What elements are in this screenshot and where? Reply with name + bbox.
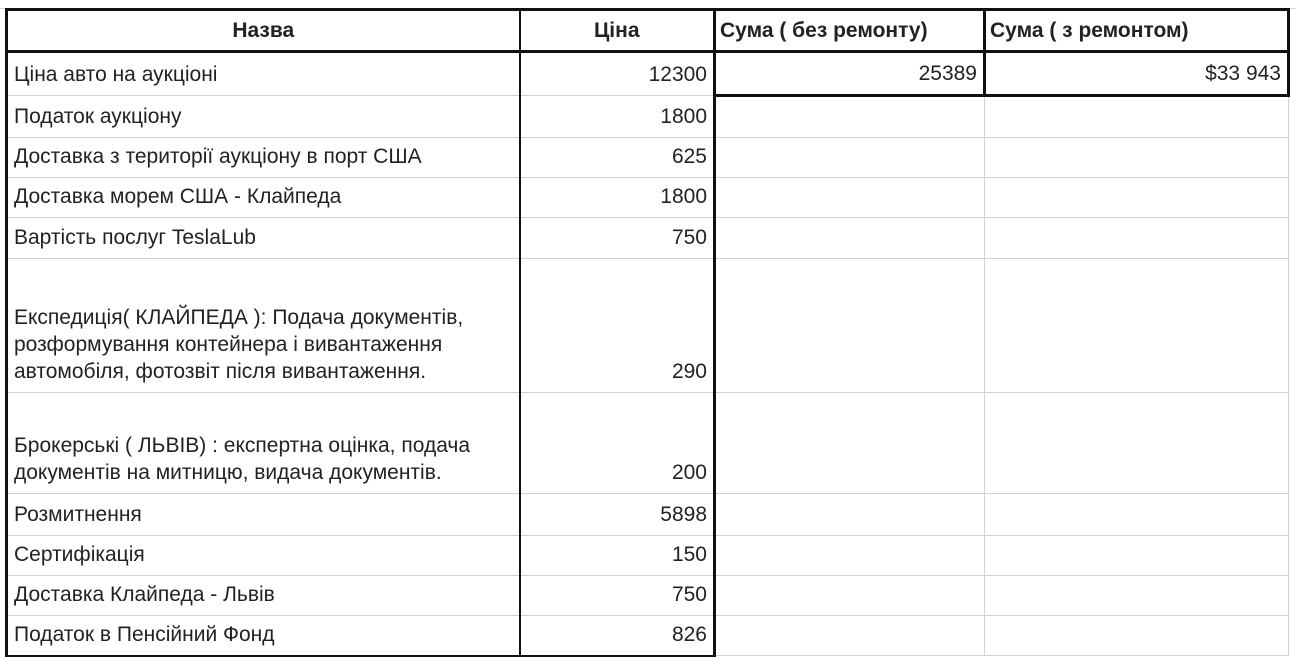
header-price[interactable]: Ціна — [520, 10, 715, 52]
empty-cell[interactable] — [715, 393, 985, 494]
empty-cell[interactable] — [985, 494, 1289, 536]
row-price[interactable]: 150 — [520, 536, 715, 576]
row-name[interactable]: Вартість послуг TeslaLub — [7, 218, 520, 259]
row-name[interactable]: Податок аукціону — [7, 96, 520, 138]
row-price[interactable]: 1800 — [520, 96, 715, 138]
empty-cell[interactable] — [715, 138, 985, 178]
empty-cell[interactable] — [715, 218, 985, 259]
row-price[interactable]: 750 — [520, 218, 715, 259]
cost-table — [5, 8, 1290, 657]
empty-cell[interactable] — [985, 536, 1289, 576]
total-with-repair[interactable]: $33 943 — [985, 52, 1289, 96]
header-name[interactable]: Назва — [7, 10, 520, 52]
empty-cell[interactable] — [715, 536, 985, 576]
empty-cell[interactable] — [715, 576, 985, 616]
row-name[interactable]: Розмитнення — [7, 494, 520, 536]
row-name[interactable]: Податок в Пенсійний Фонд — [7, 616, 520, 656]
row-name[interactable]: Брокерські ( ЛЬВІВ) : експертна оцінка, подача документів на митницю, видача документів. — [7, 393, 520, 494]
row-price[interactable]: 12300 — [520, 52, 715, 96]
empty-cell[interactable] — [985, 576, 1289, 616]
empty-cell[interactable] — [715, 494, 985, 536]
empty-cell[interactable] — [985, 616, 1289, 656]
header-sum-no-repair[interactable]: Сума ( без ремонту) — [715, 10, 985, 52]
row-name[interactable]: Доставка з території аукціону в порт США — [7, 138, 520, 178]
empty-cell[interactable] — [715, 616, 985, 656]
empty-cell[interactable] — [985, 393, 1289, 494]
row-name[interactable]: Доставка Клайпеда - Львів — [7, 576, 520, 616]
total-no-repair[interactable]: 25389 — [715, 52, 985, 96]
empty-cell[interactable] — [715, 259, 985, 393]
row-name[interactable]: Доставка морем США - Клайпеда — [7, 178, 520, 218]
row-price[interactable]: 1800 — [520, 178, 715, 218]
empty-cell[interactable] — [985, 96, 1289, 138]
row-price[interactable]: 750 — [520, 576, 715, 616]
row-price[interactable]: 826 — [520, 616, 715, 656]
empty-cell[interactable] — [715, 178, 985, 218]
empty-cell[interactable] — [715, 96, 985, 138]
empty-cell[interactable] — [985, 259, 1289, 393]
header-sum-with-repair[interactable]: Сума ( з ремонтом) — [985, 10, 1289, 52]
row-price[interactable]: 625 — [520, 138, 715, 178]
empty-cell[interactable] — [985, 138, 1289, 178]
row-price[interactable]: 290 — [520, 259, 715, 393]
row-name[interactable]: Експедиція( КЛАЙПЕДА ): Подача документів, розформування контейнера і вивантаження автомобіля, фотозвіт після вивантаження. — [7, 259, 520, 393]
empty-cell[interactable] — [985, 178, 1289, 218]
row-price[interactable]: 5898 — [520, 494, 715, 536]
row-price[interactable]: 200 — [520, 393, 715, 494]
row-name[interactable]: Сертифікація — [7, 536, 520, 576]
empty-cell[interactable] — [985, 218, 1289, 259]
row-name[interactable]: Ціна авто на аукціоні — [7, 52, 520, 96]
